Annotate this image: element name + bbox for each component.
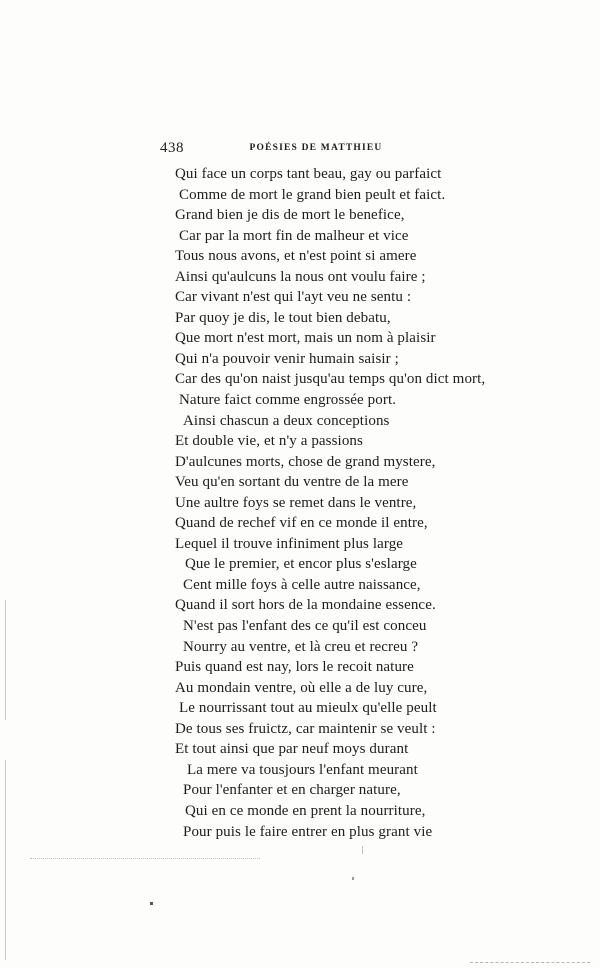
verse-line: Que mort n'est mort, mais un nom à plaisir	[175, 330, 436, 347]
verse-line: Quand il sort hors de la mondaine essence.	[175, 597, 436, 614]
verse-line: Nourry au ventre, et là creu et recreu ?	[183, 638, 419, 655]
verse-line: Que le premier, et encor plus s'eslarge	[185, 556, 417, 573]
scan-speck	[352, 877, 354, 880]
verse-line: Car vivant n'est qui l'ayt veu ne sentu :	[175, 289, 412, 306]
verse-line: Ainsi chascun a deux conceptions	[183, 412, 390, 429]
verse-line: Car par la mort fin de malheur et vice	[179, 227, 409, 244]
verse-line: Ainsi qu'aulcuns la nous ont voulu faire ;	[175, 268, 426, 285]
scan-bottom-mark	[470, 962, 590, 964]
verse-line: Tous nous avons, et n'est point si amere	[175, 248, 417, 265]
verse-line: Qui n'a pouvoir venir humain saisir ;	[175, 350, 399, 367]
verse-line: Lequel il trouve infiniment plus large	[175, 535, 404, 552]
verse-line: De tous ses fruictz, car maintenir se veult :	[175, 720, 436, 737]
scan-speck	[362, 846, 363, 854]
verse-line: Par quoy je dis, le tout bien debatu,	[175, 309, 391, 326]
verse-line: D'aulcunes morts, chose de grand mystere,	[175, 453, 436, 470]
verse-line: Car des qu'on naist jusqu'au temps qu'on dict mort,	[175, 371, 486, 388]
verse-line: Grand bien je dis de mort le benefice,	[175, 207, 405, 224]
running-title: POÉSIES DE MATTHIEU	[249, 143, 383, 153]
verse-line: Nature faict comme engrossée port.	[179, 392, 397, 409]
verse-line: Le nourrissant tout au mieulx qu'elle peult	[179, 700, 437, 717]
scan-dotted-mark	[30, 858, 260, 861]
verse-line: Puis quand est nay, lors le recoit nature	[175, 659, 414, 676]
page-number: 438	[160, 140, 184, 156]
verse-line: Quand de rechef vif en ce monde il entre,	[175, 515, 428, 532]
verse-line: Qui face un corps tant beau, gay ou parfaict	[175, 166, 442, 182]
verse-line: Une aultre foys se remet dans le ventre,	[175, 494, 417, 511]
verse-line: Au mondain ventre, où elle a de luy cure,	[175, 679, 428, 696]
verse-line: Veu qu'en sortant du ventre de la mere	[175, 474, 409, 491]
verse-line: Et double vie, et n'y a passions	[175, 433, 363, 450]
scan-speck	[150, 902, 153, 905]
poem-text	[175, 164, 505, 842]
verse-line: Cent mille foys à celle autre naissance,	[183, 576, 421, 593]
verse-line: Comme de mort le grand bien peult et faict.	[179, 186, 446, 203]
verse-line: Et tout ainsi que par neuf moys durant	[175, 741, 409, 758]
verse-line: Pour l'enfanter et en charger nature,	[183, 782, 401, 799]
verse-line: Qui en ce monde en prent la nourriture,	[185, 802, 426, 819]
verse-line: Pour puis le faire entrer en plus grant vie	[183, 823, 433, 840]
verse-line: N'est pas l'enfant des ce qu'il est conceu	[183, 618, 427, 635]
verse-line: La mere va tousjours l'enfant meurant	[187, 761, 418, 778]
scan-margin-mark	[5, 600, 6, 720]
scan-margin-mark	[5, 760, 6, 960]
